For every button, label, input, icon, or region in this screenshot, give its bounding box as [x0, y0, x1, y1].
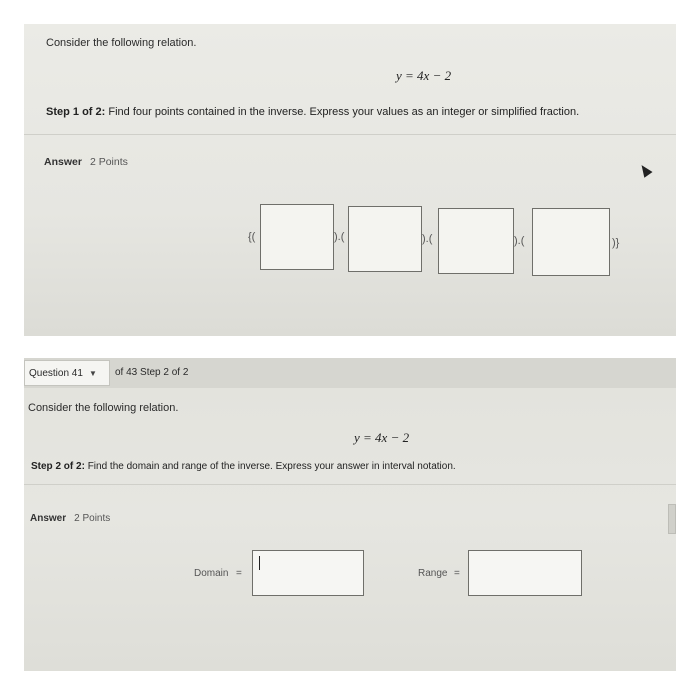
- equation: y = 4x − 2: [354, 430, 410, 445]
- domain-equals: =: [236, 568, 242, 579]
- point-1-input[interactable]: [260, 204, 334, 270]
- domain-input[interactable]: [252, 550, 364, 596]
- separator-2: ).(: [422, 233, 433, 245]
- separator-3: ).(: [514, 235, 525, 247]
- question-panel-step2: [24, 358, 676, 671]
- points-label: 2 Points: [89, 156, 128, 168]
- mouse-cursor-icon: [637, 162, 652, 178]
- text-cursor: [259, 556, 260, 570]
- separator-1: ).(: [334, 231, 345, 243]
- divider: [24, 484, 676, 485]
- question-panel-step1: [24, 24, 676, 336]
- point-4-input[interactable]: [532, 208, 610, 276]
- prompt-text: Consider the following relation.: [46, 37, 197, 49]
- step-text: Find the domain and range of the inverse. Express your answer in interval notation.: [87, 461, 456, 472]
- set-close-brace: )}: [612, 237, 620, 249]
- equation: y = 4x − 2: [396, 68, 452, 83]
- step-label: Step 2 of 2:: [31, 461, 85, 472]
- points-label: 2 Points: [74, 513, 111, 524]
- chevron-down-icon: ▼: [88, 369, 97, 378]
- question-progress: of 43 Step 2 of 2: [115, 367, 189, 378]
- question-selector[interactable]: [24, 360, 110, 386]
- answer-label: Answer: [30, 513, 67, 524]
- answer-label: Answer: [44, 156, 82, 168]
- answer-header: [30, 513, 110, 524]
- range-equals: =: [454, 568, 460, 579]
- question-nav-bar: [24, 358, 676, 388]
- step-instruction: [46, 106, 579, 118]
- divider: [24, 134, 676, 135]
- set-open-brace: {(: [248, 231, 256, 243]
- scrollbar-handle[interactable]: [668, 504, 676, 534]
- answer-header: [44, 156, 128, 168]
- step-instruction: [31, 461, 456, 472]
- point-3-input[interactable]: [438, 208, 514, 274]
- range-label: Range: [418, 568, 448, 579]
- prompt-text: Consider the following relation.: [28, 402, 179, 414]
- step-text: Find four points contained in the inverse. Express your values as an integer or simplified fraction.: [108, 106, 580, 118]
- step-label: Step 1 of 2:: [46, 106, 106, 118]
- range-input[interactable]: [468, 550, 582, 596]
- point-2-input[interactable]: [348, 206, 422, 272]
- question-selector-label: Question 41: [29, 368, 83, 379]
- domain-label: Domain: [194, 568, 229, 579]
